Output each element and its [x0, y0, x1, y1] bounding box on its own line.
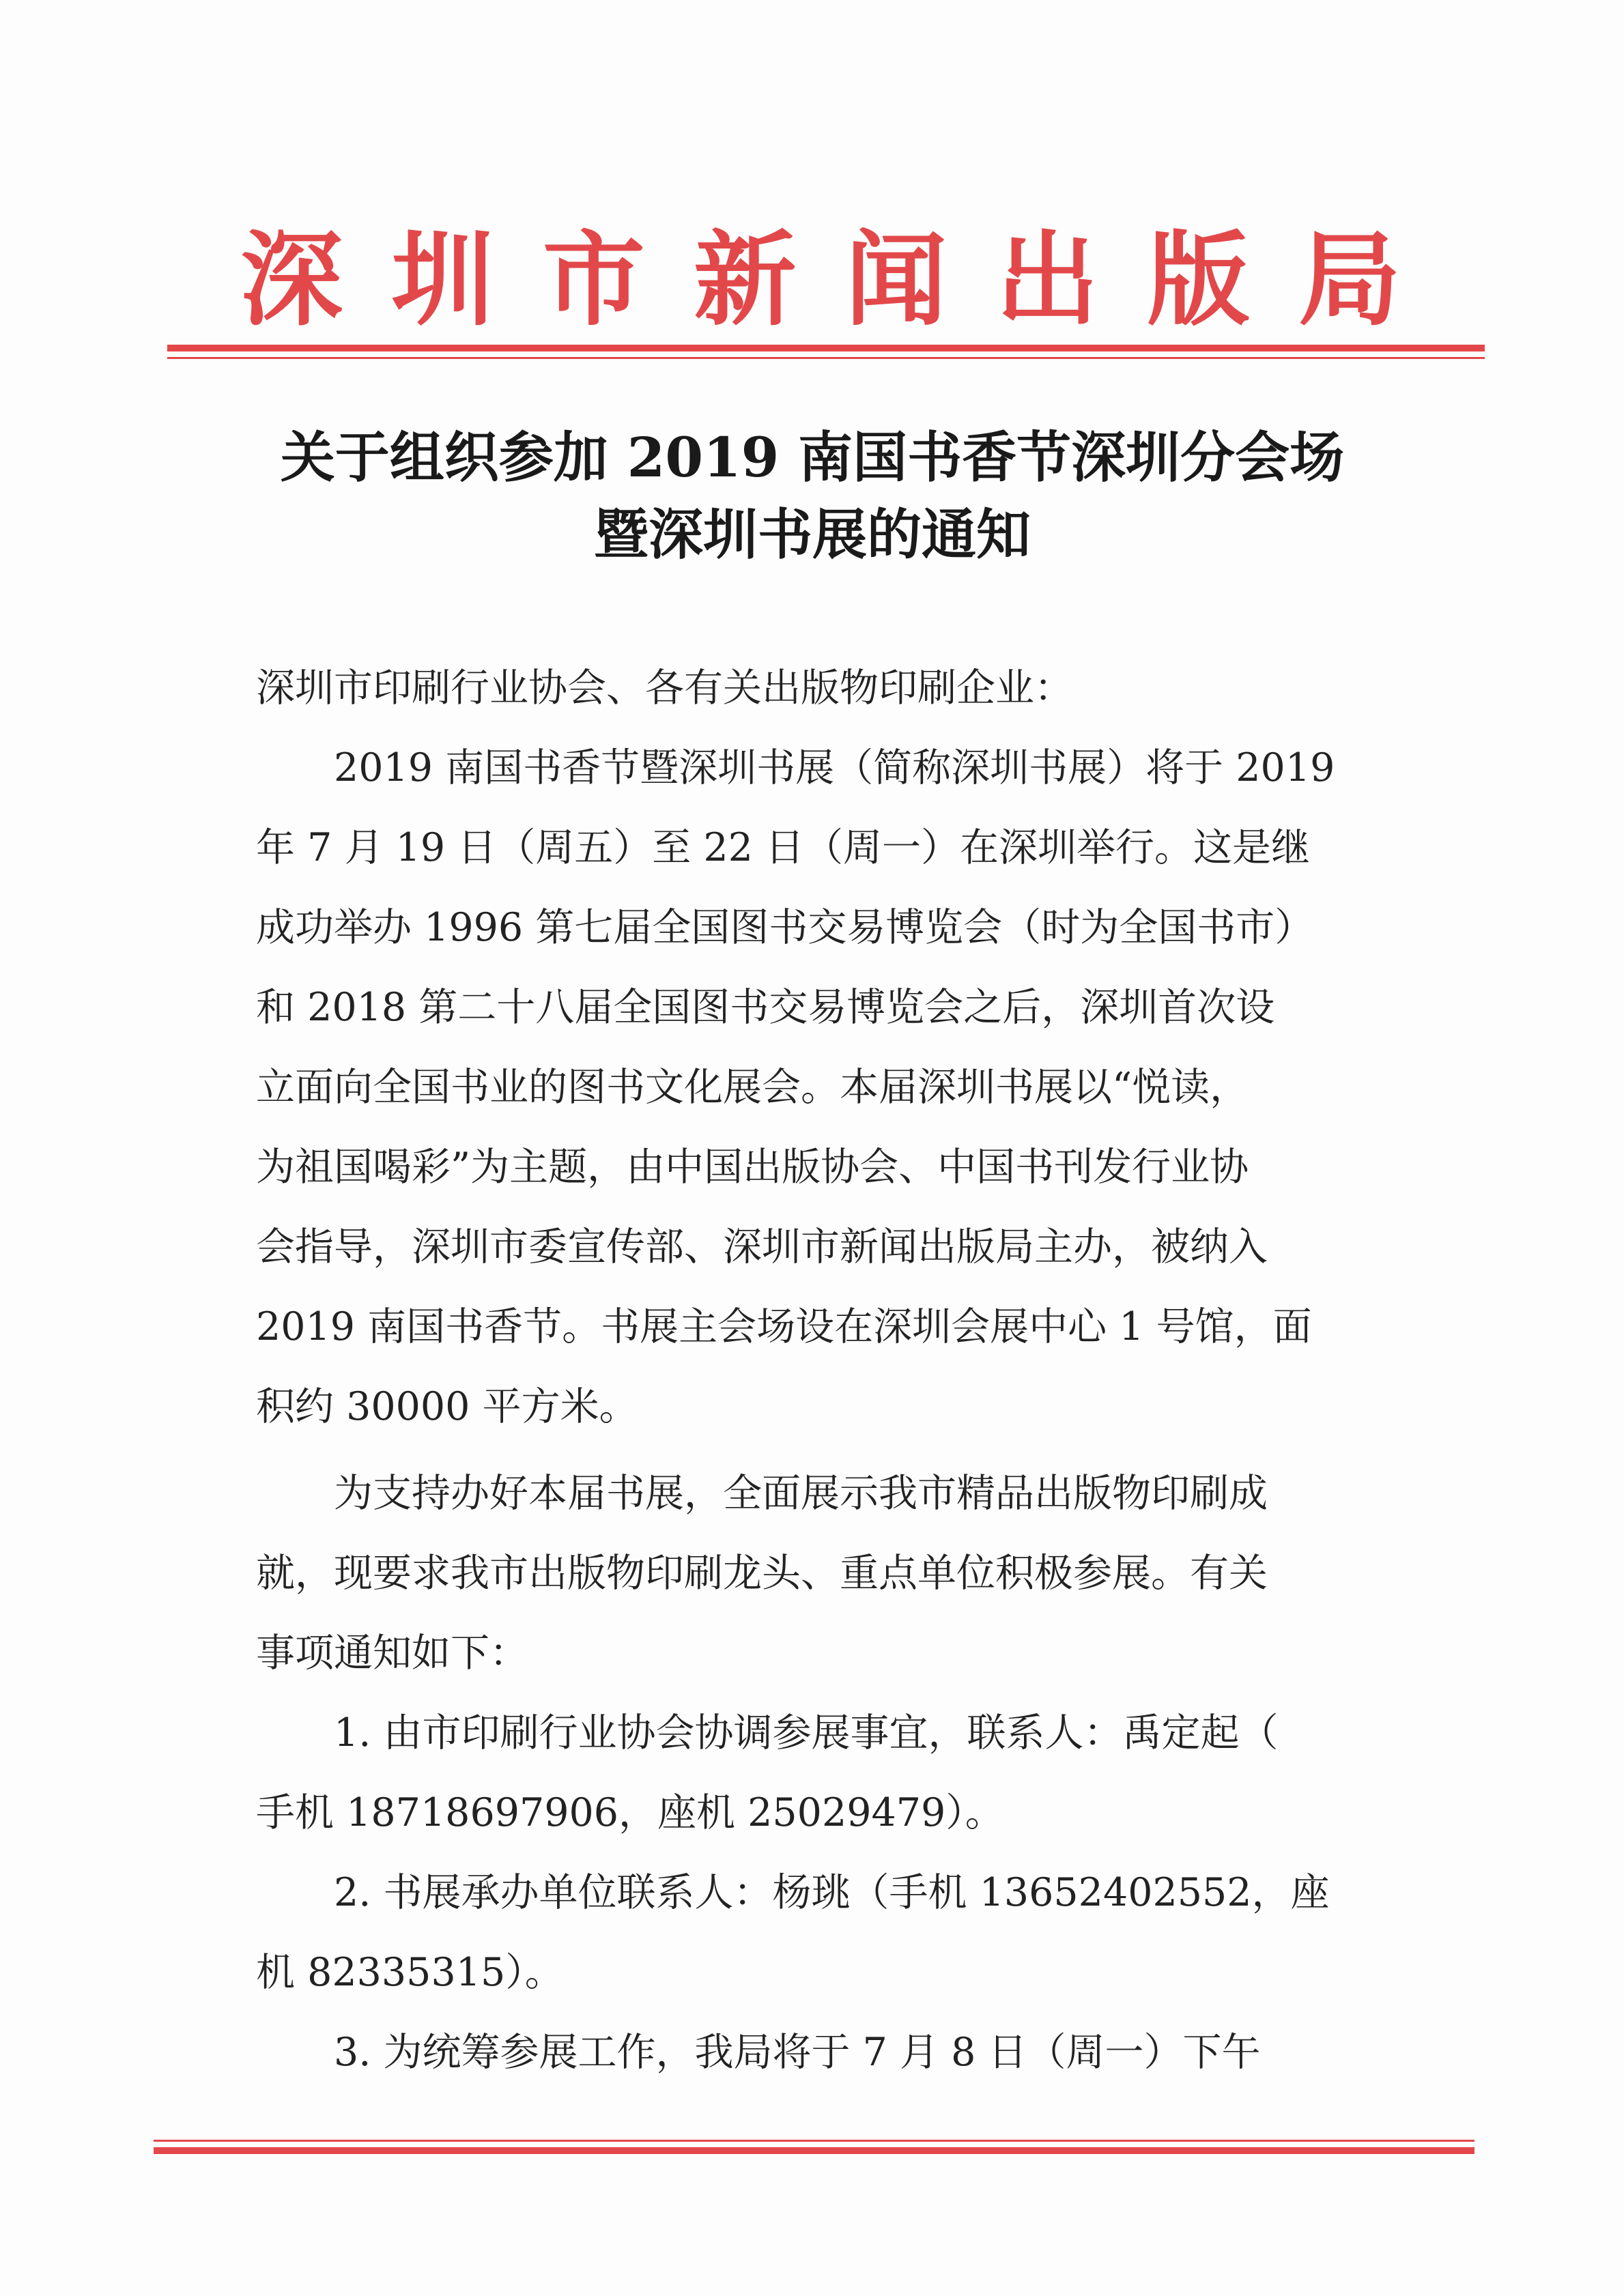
- header-char: 圳: [391, 220, 494, 340]
- footer-divider-thin: [154, 2140, 1475, 2142]
- header-char: 市: [542, 220, 645, 340]
- body-line: 2019 南国书香节。书展主会场设在深圳会展中心 1 号馆，面: [256, 1304, 1312, 1349]
- header-char: 版: [1147, 220, 1250, 340]
- body-line: 为祖国喝彩”为主题，由中国出版协会、中国书刊发行业协: [256, 1145, 1249, 1190]
- body-line: 为支持办好本届书展，全面展示我市精品出版物印刷成: [256, 1471, 1268, 1516]
- notice-title-line1: 关于组织参加 2019 南国书香节深圳分会场: [280, 425, 1345, 489]
- body-line: 立面向全国书业的图书文化展会。本届深圳书展以“悦读，: [256, 1065, 1249, 1110]
- body-line: 就，现要求我市出版物印刷龙头、重点单位积极参展。有关: [256, 1551, 1268, 1596]
- body-line: 年 7 月 19 日（周五）至 22 日（周一）在深圳举行。这是继: [256, 825, 1311, 870]
- footer-divider-thick: [154, 2147, 1475, 2154]
- body-line: 2019 南国书香节暨深圳书展（简称深圳书展）将于 2019: [256, 745, 1335, 790]
- body-line: 2. 书展承办单位联系人：杨珧（手机 13652402552，座: [256, 1870, 1330, 1915]
- body-line: 手机 18718697906，座机 25029479）。: [256, 1790, 1004, 1835]
- notice-title-line2: 暨深圳书展的通知: [594, 502, 1031, 566]
- header-char: 局: [1298, 220, 1401, 340]
- body-line: 3. 为统筹参展工作，我局将于 7 月 8 日（周一）下午: [256, 2030, 1261, 2075]
- body-line: 机 82335315）。: [256, 1950, 564, 1995]
- body-line: 1. 由市印刷行业协会协调参展事宜，联系人：禹定起（: [256, 1710, 1279, 1755]
- header-char: 闻: [844, 220, 948, 340]
- salutation: 深圳市印刷行业协会、各有关出版物印刷企业：: [256, 665, 1073, 711]
- header-char: 出: [996, 220, 1099, 340]
- header-char: 新: [694, 220, 797, 340]
- header-divider-thick: [167, 345, 1485, 351]
- body-line: 成功举办 1996 第七届全国图书交易博览会（时为全国书市）: [256, 905, 1314, 950]
- body-line: 会指导，深圳市委宣传部、深圳市新闻出版局主办，被纳入: [256, 1224, 1268, 1269]
- body-line: 事项通知如下：: [256, 1631, 528, 1676]
- header-char: 深: [240, 220, 343, 340]
- issuing-authority-header: [240, 208, 1401, 351]
- body-line: 和 2018 第二十八届全国图书交易博览会之后，深圳首次设: [256, 985, 1275, 1030]
- body-line: 积约 30000 平方米。: [256, 1384, 638, 1429]
- header-divider-thin: [167, 357, 1485, 359]
- notice-body: [256, 648, 1382, 2082]
